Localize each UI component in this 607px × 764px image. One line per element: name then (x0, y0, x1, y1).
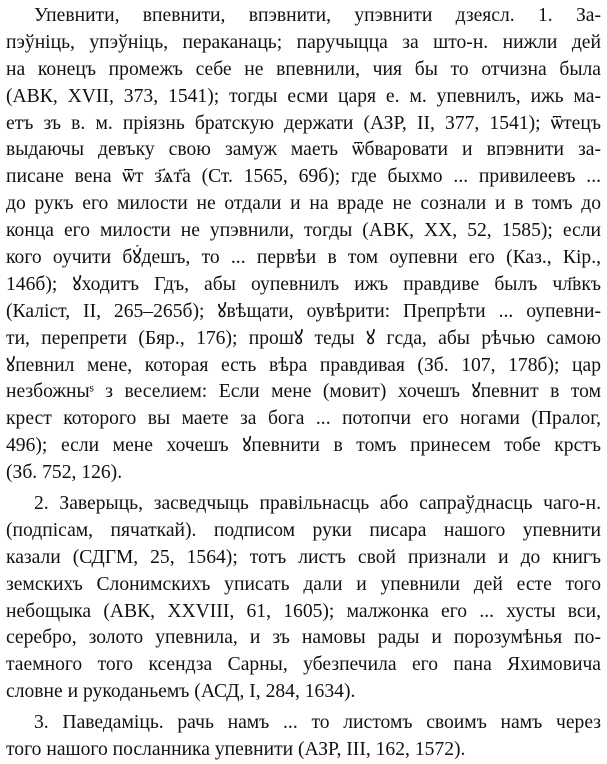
text-line: незбожныˢ з веселием: Если мене (мовит) хочешъ ꙋпевнит в том (6, 381, 601, 403)
text-line: писане вена ѿт з҃ѧт҃а (Ст. 1565, 69б); где быхмо ... привилеевъ ... (6, 166, 601, 188)
text-line: (Зб. 752, 126). (6, 462, 123, 484)
text-line: словне и рукоданьемъ (АСД, I, 284, 1634). (6, 681, 356, 703)
text-line: кого оучити бꙋ́дешъ, то ... первѣи в том оупевни его (Каз., Кір., (6, 247, 601, 269)
paragraph-sense-1 (6, 3, 601, 487)
paragraph-sense-3 (6, 710, 601, 764)
text-line: на конецъ промежъ себе не впевнили, чия бы то отчизна была (6, 58, 601, 80)
text-line: 3. Паведаміць. рачь намъ ... то листомъ своимъ намъ через (34, 712, 601, 734)
text-line: ти, перепрети (Бяр., 176); прошꙋ теды ꙋ гсда, абы рѣчью самою (6, 327, 601, 349)
text-line: того нашого посланника упевнити (АЗР, III, 162, 1572). (6, 739, 466, 761)
text-line: небощыка (АВК, XXVIII, 61, 1605); малжонка его ... хусты вси, (6, 600, 601, 622)
text-line: земскихъ Слонимскихъ уписать дали и упевнили дей есте того (6, 573, 601, 595)
text-line: серебро, золото упевнила, и зъ намовы рады и порозумѣнья по- (6, 627, 601, 649)
text-line: до рукъ его милости не отдали и на враде не сознали и в томъ до (6, 193, 601, 215)
text-line: пэўніць, упэўніць, пераканаць; паручыцца за што-н. нижли дей (6, 31, 601, 53)
text-line: Упевнити, впевнити, впэвнити, упэвнити дзеясл. 1. За- (34, 5, 601, 26)
text-line: 496); если мене хочешъ ꙋпевнити в томъ принесем тобе крстъ (6, 435, 601, 457)
text-line: казали (СДГМ, 25, 1564); тотъ листъ свой признали и до книгъ (6, 546, 601, 568)
text-line: выдаючы девъку свою замуж маеть ѿбваровати и впэвнити за- (6, 139, 601, 161)
text-line: ꙋпевнил мене, которая есть вѣра правдивая (Зб. 107, 178б); цар (6, 354, 601, 376)
paragraph-sense-2 (6, 491, 601, 706)
text-line: 2. Заверыць, засведчыць правільнасць або сапраўднасць чаго-н. (34, 493, 601, 515)
text-line: конца его милости не упэвнили, тогды (АВК, XX, 52, 1585); если (6, 220, 601, 242)
text-line: (АВК, XVII, 373, 1541); тогды есми царя е. м. упевнилъ, ижь ма- (6, 85, 601, 107)
text-line: 146б); ꙋходитъ Гдъ, абы оупевнилъ ижъ правдиве былъ чл҃вкъ (6, 273, 601, 295)
text-line: етъ зъ в. м. пріязнь братскую держати (АЗР, II, 377, 1541); ѿтецъ (6, 112, 601, 134)
text-line: таемного того ксендза Сарны, убезпечила его пана Яхимовича (6, 654, 601, 676)
text-line: (Каліст, II, 265–265б); ꙋвѣщати, оувѣрити: Препрѣти ... оупевни- (6, 300, 601, 322)
text-line: (подпісам, пячаткай). подписом руки писара нашого упевнити (6, 519, 601, 541)
text-line: крест которого вы маете за бога ... потопчи его ногами (Пралог, (6, 408, 601, 430)
